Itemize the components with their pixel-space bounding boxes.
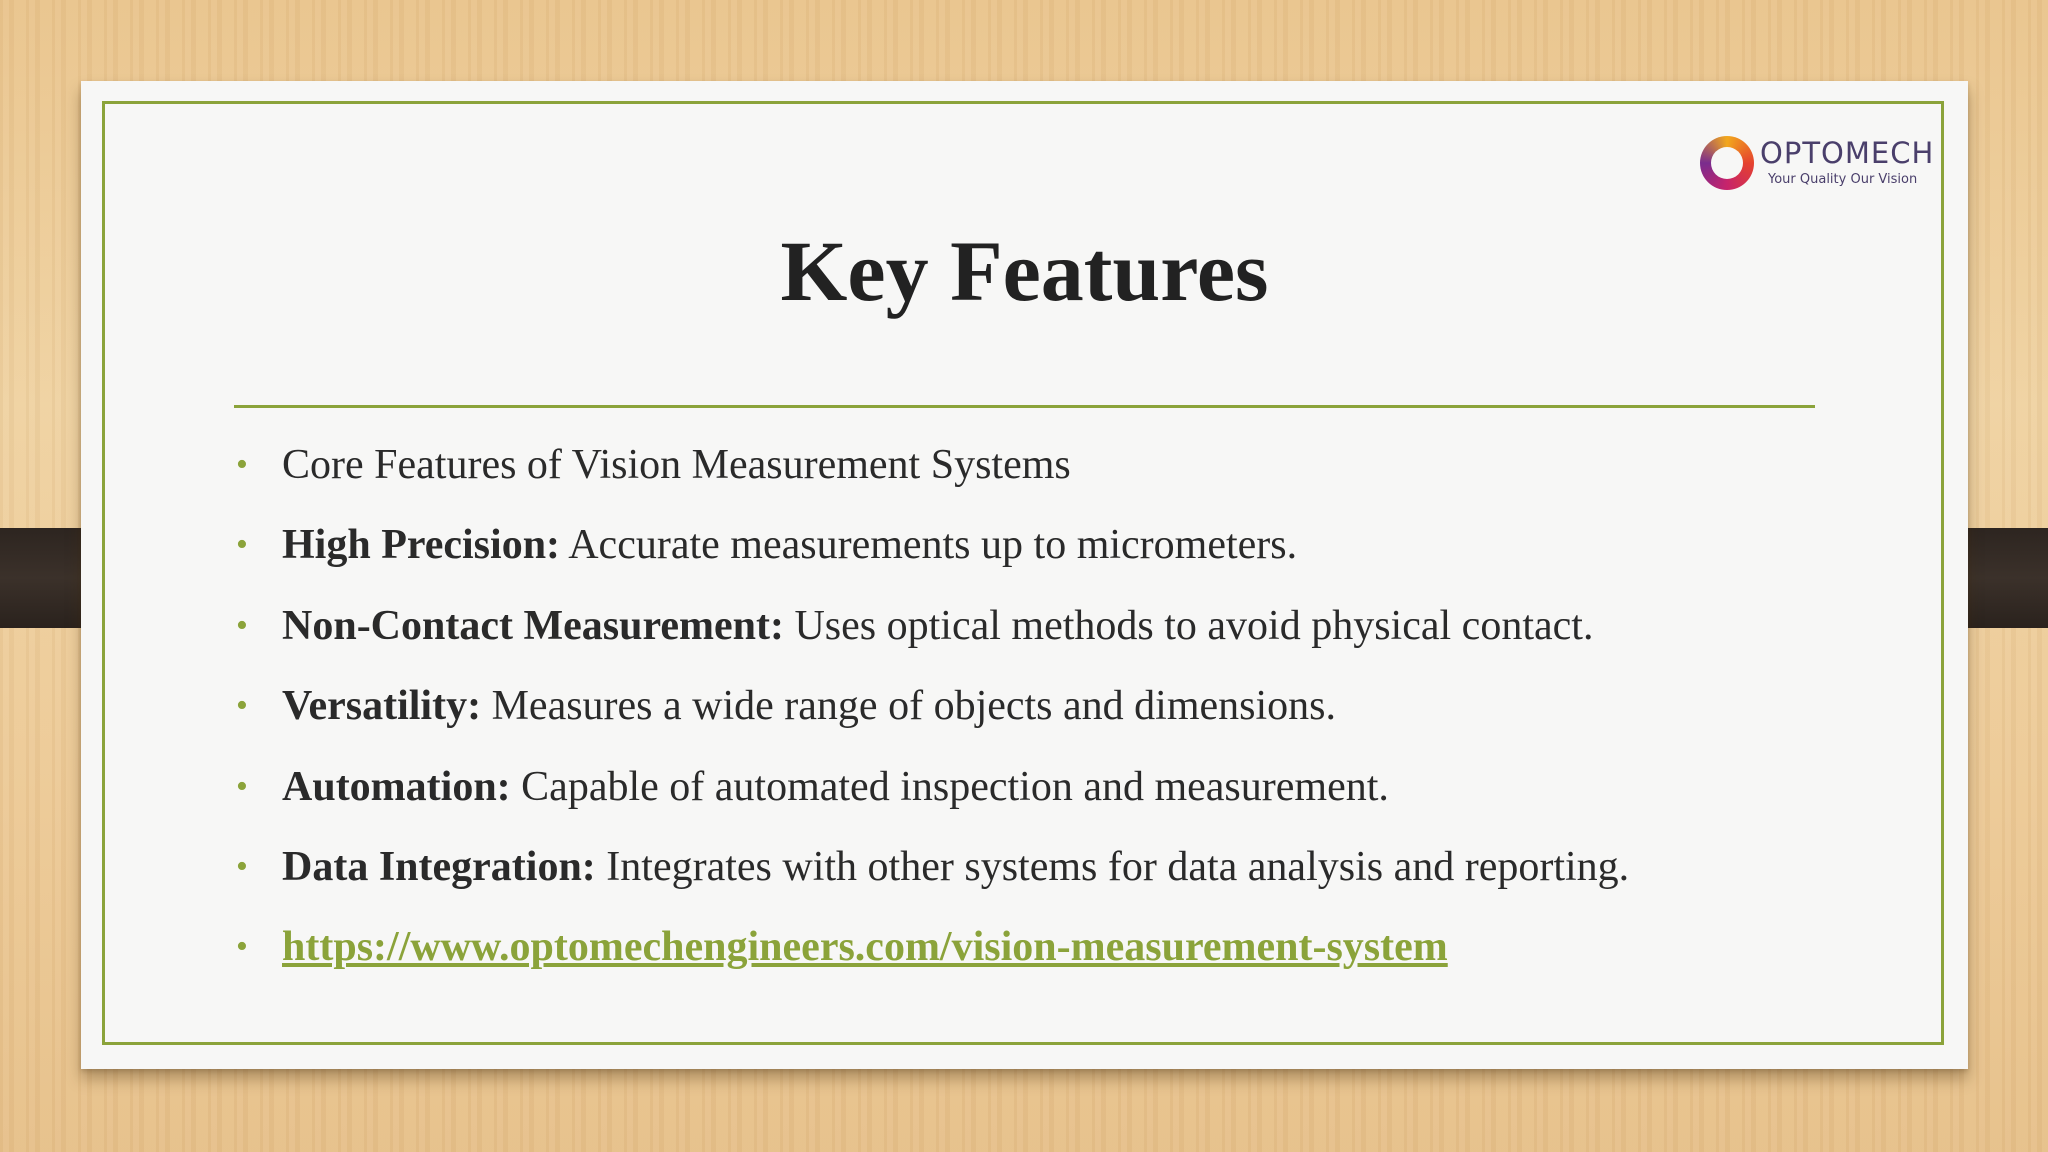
feature-label: Data Integration: (282, 843, 596, 890)
website-link[interactable]: https://www.optomechengineers.com/vision-measurement-system (282, 924, 1448, 971)
bullet-icon: • (236, 606, 248, 644)
list-item (234, 597, 1629, 677)
bullet-icon: • (236, 526, 248, 564)
feature-text: Accurate measurements up to micrometers. (560, 522, 1298, 569)
list-item (234, 436, 1629, 516)
company-logo (1700, 134, 1940, 194)
feature-text: Integrates with other systems for data analysis and reporting. (595, 843, 1630, 890)
feature-label: Automation: (282, 763, 511, 810)
slide-title: Key Features (780, 223, 1269, 319)
list-item (234, 677, 1629, 757)
slide (81, 81, 1968, 1069)
list-item (234, 758, 1629, 838)
feature-label: High Precision: (282, 522, 561, 569)
bullet-icon: • (236, 847, 248, 885)
bullet-icon: • (236, 767, 248, 805)
bullet-icon: • (236, 446, 248, 483)
feature-label: Versatility: (282, 683, 482, 730)
title-divider (234, 405, 1815, 408)
list-item (234, 516, 1629, 596)
feature-list (234, 436, 1629, 999)
feature-text: Capable of automated inspection and measurement. (510, 763, 1389, 810)
feature-text: Measures a wide range of objects and dimensions. (481, 683, 1337, 730)
list-item (234, 838, 1629, 918)
logo-ring-icon (1700, 136, 1754, 190)
feature-text: Core Features of Vision Measurement Systems (282, 442, 1071, 488)
bullet-icon: • (236, 687, 248, 725)
feature-text: Uses optical methods to avoid physical contact. (783, 602, 1594, 649)
feature-label: Non-Contact Measurement: (282, 602, 784, 649)
logo-tagline: Your Quality Our Vision (1768, 172, 1918, 187)
logo-name: OPTOMECH (1760, 136, 1935, 170)
bullet-icon: • (236, 928, 248, 966)
list-item (234, 918, 1629, 998)
